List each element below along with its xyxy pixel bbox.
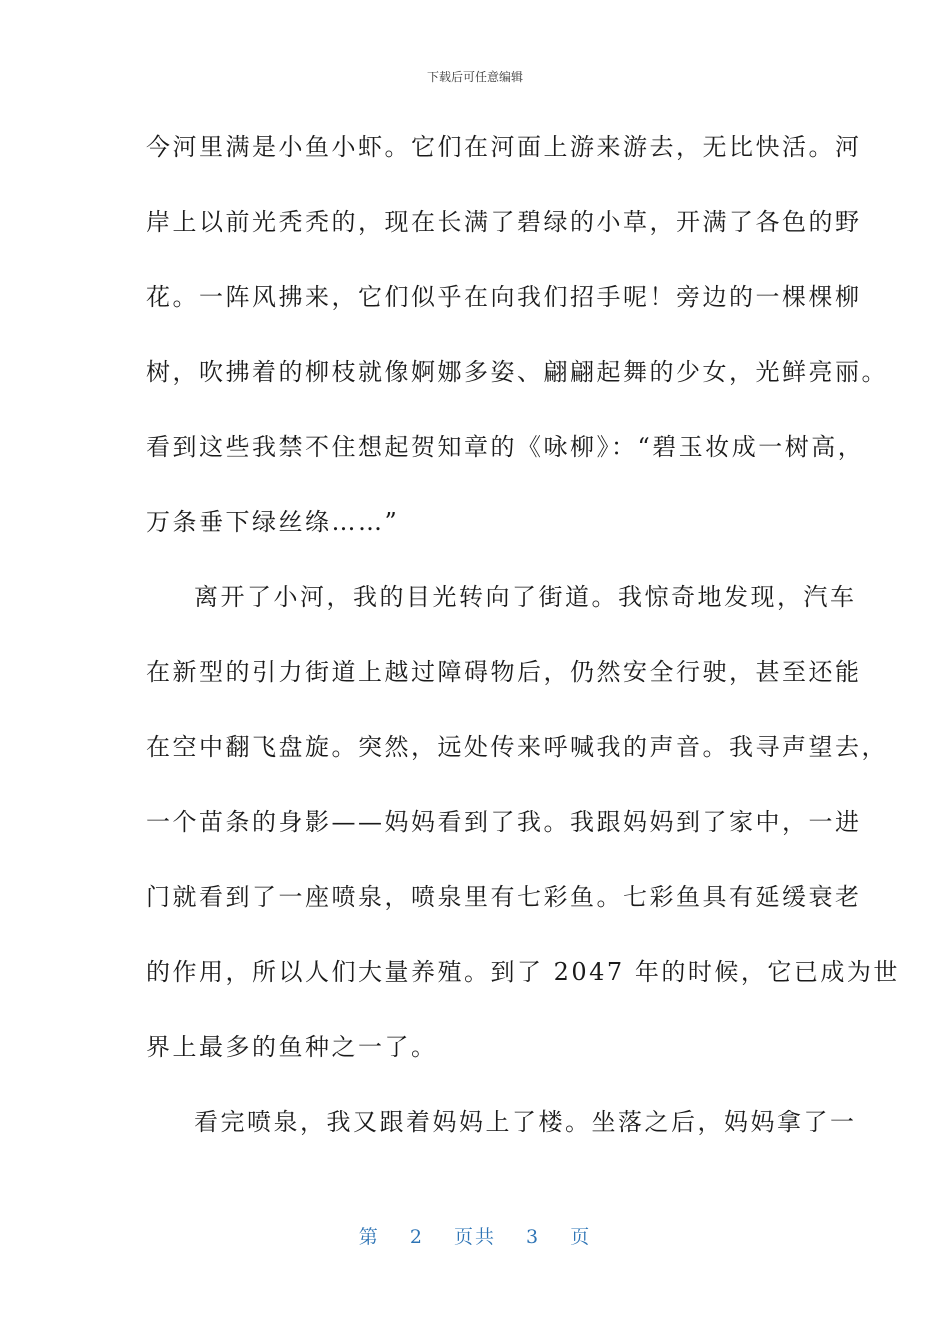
page-header-note: 下载后可任意编辑 xyxy=(426,70,523,84)
text-line: 离开了小河，我的目光转向了街道。我惊奇地发现，汽车 xyxy=(194,583,857,611)
text-line: 今河里满是小鱼小虾。它们在河面上游来游去，无比快活。河 xyxy=(146,133,862,161)
page-mid: 页共 xyxy=(453,1226,496,1248)
page-total: 3 xyxy=(526,1226,541,1248)
text-line: 万条垂下绿丝绦……” xyxy=(146,508,400,536)
text-line: 在空中翻飞盘旋。突然，远处传来呼喊我的声音。我寻声望去， xyxy=(146,733,888,761)
text-line: 看完喷泉，我又跟着妈妈上了楼。坐落之后，妈妈拿了一 xyxy=(194,1108,857,1136)
document-body xyxy=(146,120,900,1170)
text-line: 在新型的引力街道上越过障碍物后，仍然安全行驶，甚至还能 xyxy=(146,658,862,686)
text-line: 一个苗条的身影——妈妈看到了我。我跟妈妈到了家中，一进 xyxy=(146,808,862,836)
page-current: 2 xyxy=(409,1226,424,1248)
page-suffix: 页 xyxy=(570,1226,592,1248)
page-number xyxy=(0,1222,950,1249)
text-line: 岸上以前光秃秃的，现在长满了碧绿的小草，开满了各色的野 xyxy=(146,208,862,236)
text-line: 门就看到了一座喷泉，喷泉里有七彩鱼。七彩鱼具有延缓衰老 xyxy=(146,883,862,911)
text-line: 看到这些我禁不住想起贺知章的《咏柳》：“碧玉妆成一树高， xyxy=(146,433,865,461)
text-line: 界上最多的鱼种之一了。 xyxy=(146,1033,438,1061)
page-prefix: 第 xyxy=(358,1226,380,1248)
text-line: 树，吹拂着的柳枝就像婀娜多姿、翩翩起舞的少女，光鲜亮丽。 xyxy=(146,358,888,386)
text-line: 的作用，所以人们大量养殖。到了 2047 年的时候，它已成为世 xyxy=(146,958,900,986)
text-line: 花。一阵风拂来，它们似乎在向我们招手呢！旁边的一棵棵柳 xyxy=(146,283,862,311)
